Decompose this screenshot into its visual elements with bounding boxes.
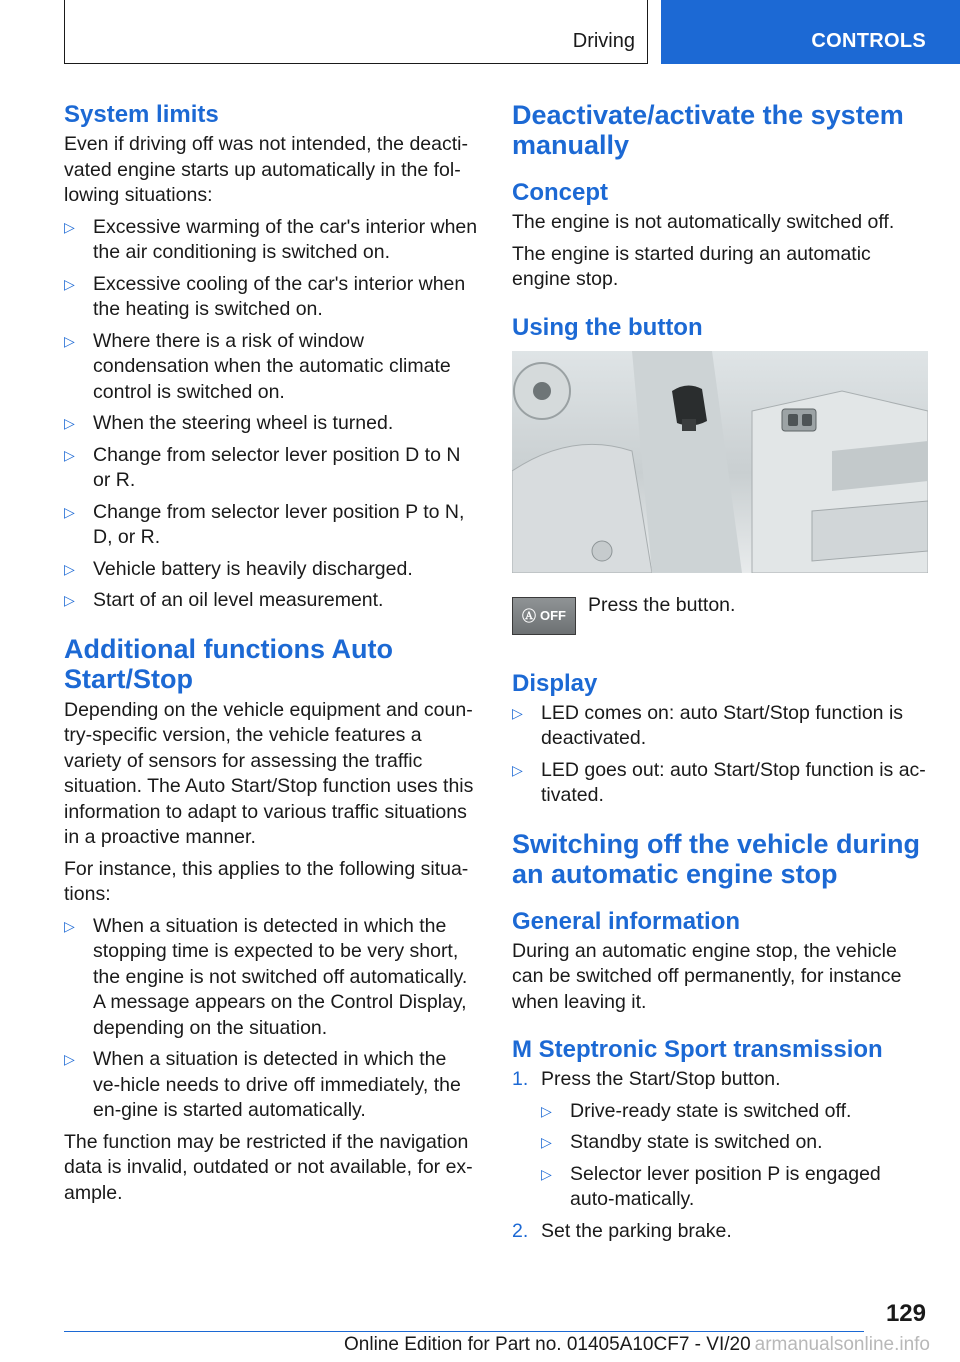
left-column [64,100,478,1212]
system-limits-heading: System limits [64,101,219,128]
list-item: ▷ When the steering wheel is turned. [64,411,478,437]
list-item: ▷ Change from selector lever position P to N, D, or R. [64,500,465,548]
step-substeps [541,1099,930,1213]
triangle-bullet-icon: ▷ [541,1134,552,1150]
concept-para1: The engine is not automatically switched off. [512,211,895,233]
list-item: ▷ Excessive warming of the car's interior when the air conditioning is switched on. [64,215,478,263]
list-item: ▷ Vehicle battery is heavily discharged. [64,557,478,583]
triangle-bullet-icon: ▷ [541,1102,552,1119]
display-heading: Display [512,669,598,697]
triangle-bullet-icon: ▷ [541,1165,552,1182]
triangle-bullet-icon: ▷ [64,560,75,577]
button-instruction-row [512,593,930,649]
triangle-bullet-icon: ▷ [512,704,523,721]
triangle-bullet-icon: ▷ [64,503,75,520]
footer-divider [64,1331,864,1332]
system-limits-intro: Even if driving off was not intended, the deacti-vated engine starts up automatically in the fol-lowing situations: [64,133,468,206]
press-button-instruction: Press the button. [588,593,736,616]
triangle-bullet-icon: ▷ [64,415,75,431]
triangle-bullet-icon: ▷ [64,1051,75,1067]
list-item: ▷ LED goes out: auto Start/Stop function is ac-tivated. [512,758,926,806]
system-limits-list [64,215,478,614]
header-section-box [64,0,648,64]
triangle-bullet-icon: ▷ [64,275,75,292]
right-column [512,100,930,1250]
additional-functions-list [64,914,478,1124]
list-item: ▷ When a situation is detected in which the ve-hicle needs to drive off immediately, the en-gine is started automatically. [64,1048,461,1121]
page-number: 129 [885,1300,926,1327]
using-button-heading: Using the button [512,313,703,341]
deactivate-activate-heading: Deactivate/activate the system manually [512,100,904,160]
step-item: 1. Press the Start/Stop button. ▷ Drive-ready state is switched off. ▷ Standby state is switched on. ▷ Selector lever position P is engaged auto-matically. [512,1067,930,1213]
concept-para2: The engine is started during an automatic engine stop. [512,242,871,290]
step-item: 2. Set the parking brake. [512,1219,930,1245]
watermark: armanualsonline.info [754,1334,930,1355]
header-section-title: Driving [572,30,635,52]
list-item: ▷ LED comes on: auto Start/Stop function is deactivated. [512,701,904,749]
steptronic-heading: M Steptronic Sport transmission [512,1036,883,1063]
triangle-bullet-icon: ▷ [64,917,75,934]
step-number: 1. [512,1068,529,1090]
triangle-bullet-icon: ▷ [64,446,75,463]
header-chapter-tab [661,0,960,64]
additional-functions-para3: The function may be restricted if the navigation data is invalid, outdated or not available, for ex-ample. [64,1130,473,1204]
triangle-bullet-icon: ▷ [64,332,75,349]
dashboard-button-figure [512,351,928,573]
triangle-bullet-icon: ▷ [64,592,75,608]
additional-functions-para1: Depending on the vehicle equipment and coun-try-specific version, the vehicle features a variety of sensors for assessing the traffic situation. The Auto Start/Stop function uses this information to adapt to various traffic situations in a proactive manner. [64,698,474,848]
list-item: ▷ Excessive cooling of the car's interior when the heating is switched on. [64,272,466,320]
list-item: ▷ Where there is a risk of window condensation when the automatic climate control is switched on. [64,329,451,403]
general-information-para: During an automatic engine stop, the vehicle can be switched off permanently, for instance when leaving it. [512,939,902,1013]
auto-start-stop-off-icon: Ⓐ OFF [512,597,576,635]
triangle-bullet-icon: ▷ [512,761,523,778]
concept-heading: Concept [512,179,608,206]
list-item: ▷ Start of an oil level measurement. [64,588,478,614]
dashboard-illustration [512,351,928,573]
general-information-heading: General information [512,907,741,935]
step-number: 2. [512,1219,529,1242]
header-chapter-title: CONTROLS [811,30,926,52]
list-item: ▷ Drive-ready state is switched off. [541,1099,930,1125]
list-item: ▷ Selector lever position P is engaged auto-matically. [541,1162,881,1210]
footer-edition: Online Edition for Part no. 01405A10CF7 - VI/20 armanualsonline.info [344,1334,930,1355]
list-item: ▷ When a situation is detected in which the stopping time is expected to be very short, the engine is not switched off automatically. A message appears on the Control Display, depending on the situation. [64,914,468,1039]
additional-functions-heading: Additional functions Auto Start/Stop [64,633,393,694]
additional-functions-para2: For instance, this applies to the following situa-tions: [64,857,469,905]
switching-off-heading: Switching off the vehicle during an automatic engine stop [512,828,921,889]
triangle-bullet-icon: ▷ [64,218,75,235]
list-item: ▷ Change from selector lever position D to N or R. [64,443,461,491]
steptronic-steps [512,1067,930,1244]
list-item: ▷ Standby state is switched on. [541,1130,930,1156]
display-list [512,701,930,809]
